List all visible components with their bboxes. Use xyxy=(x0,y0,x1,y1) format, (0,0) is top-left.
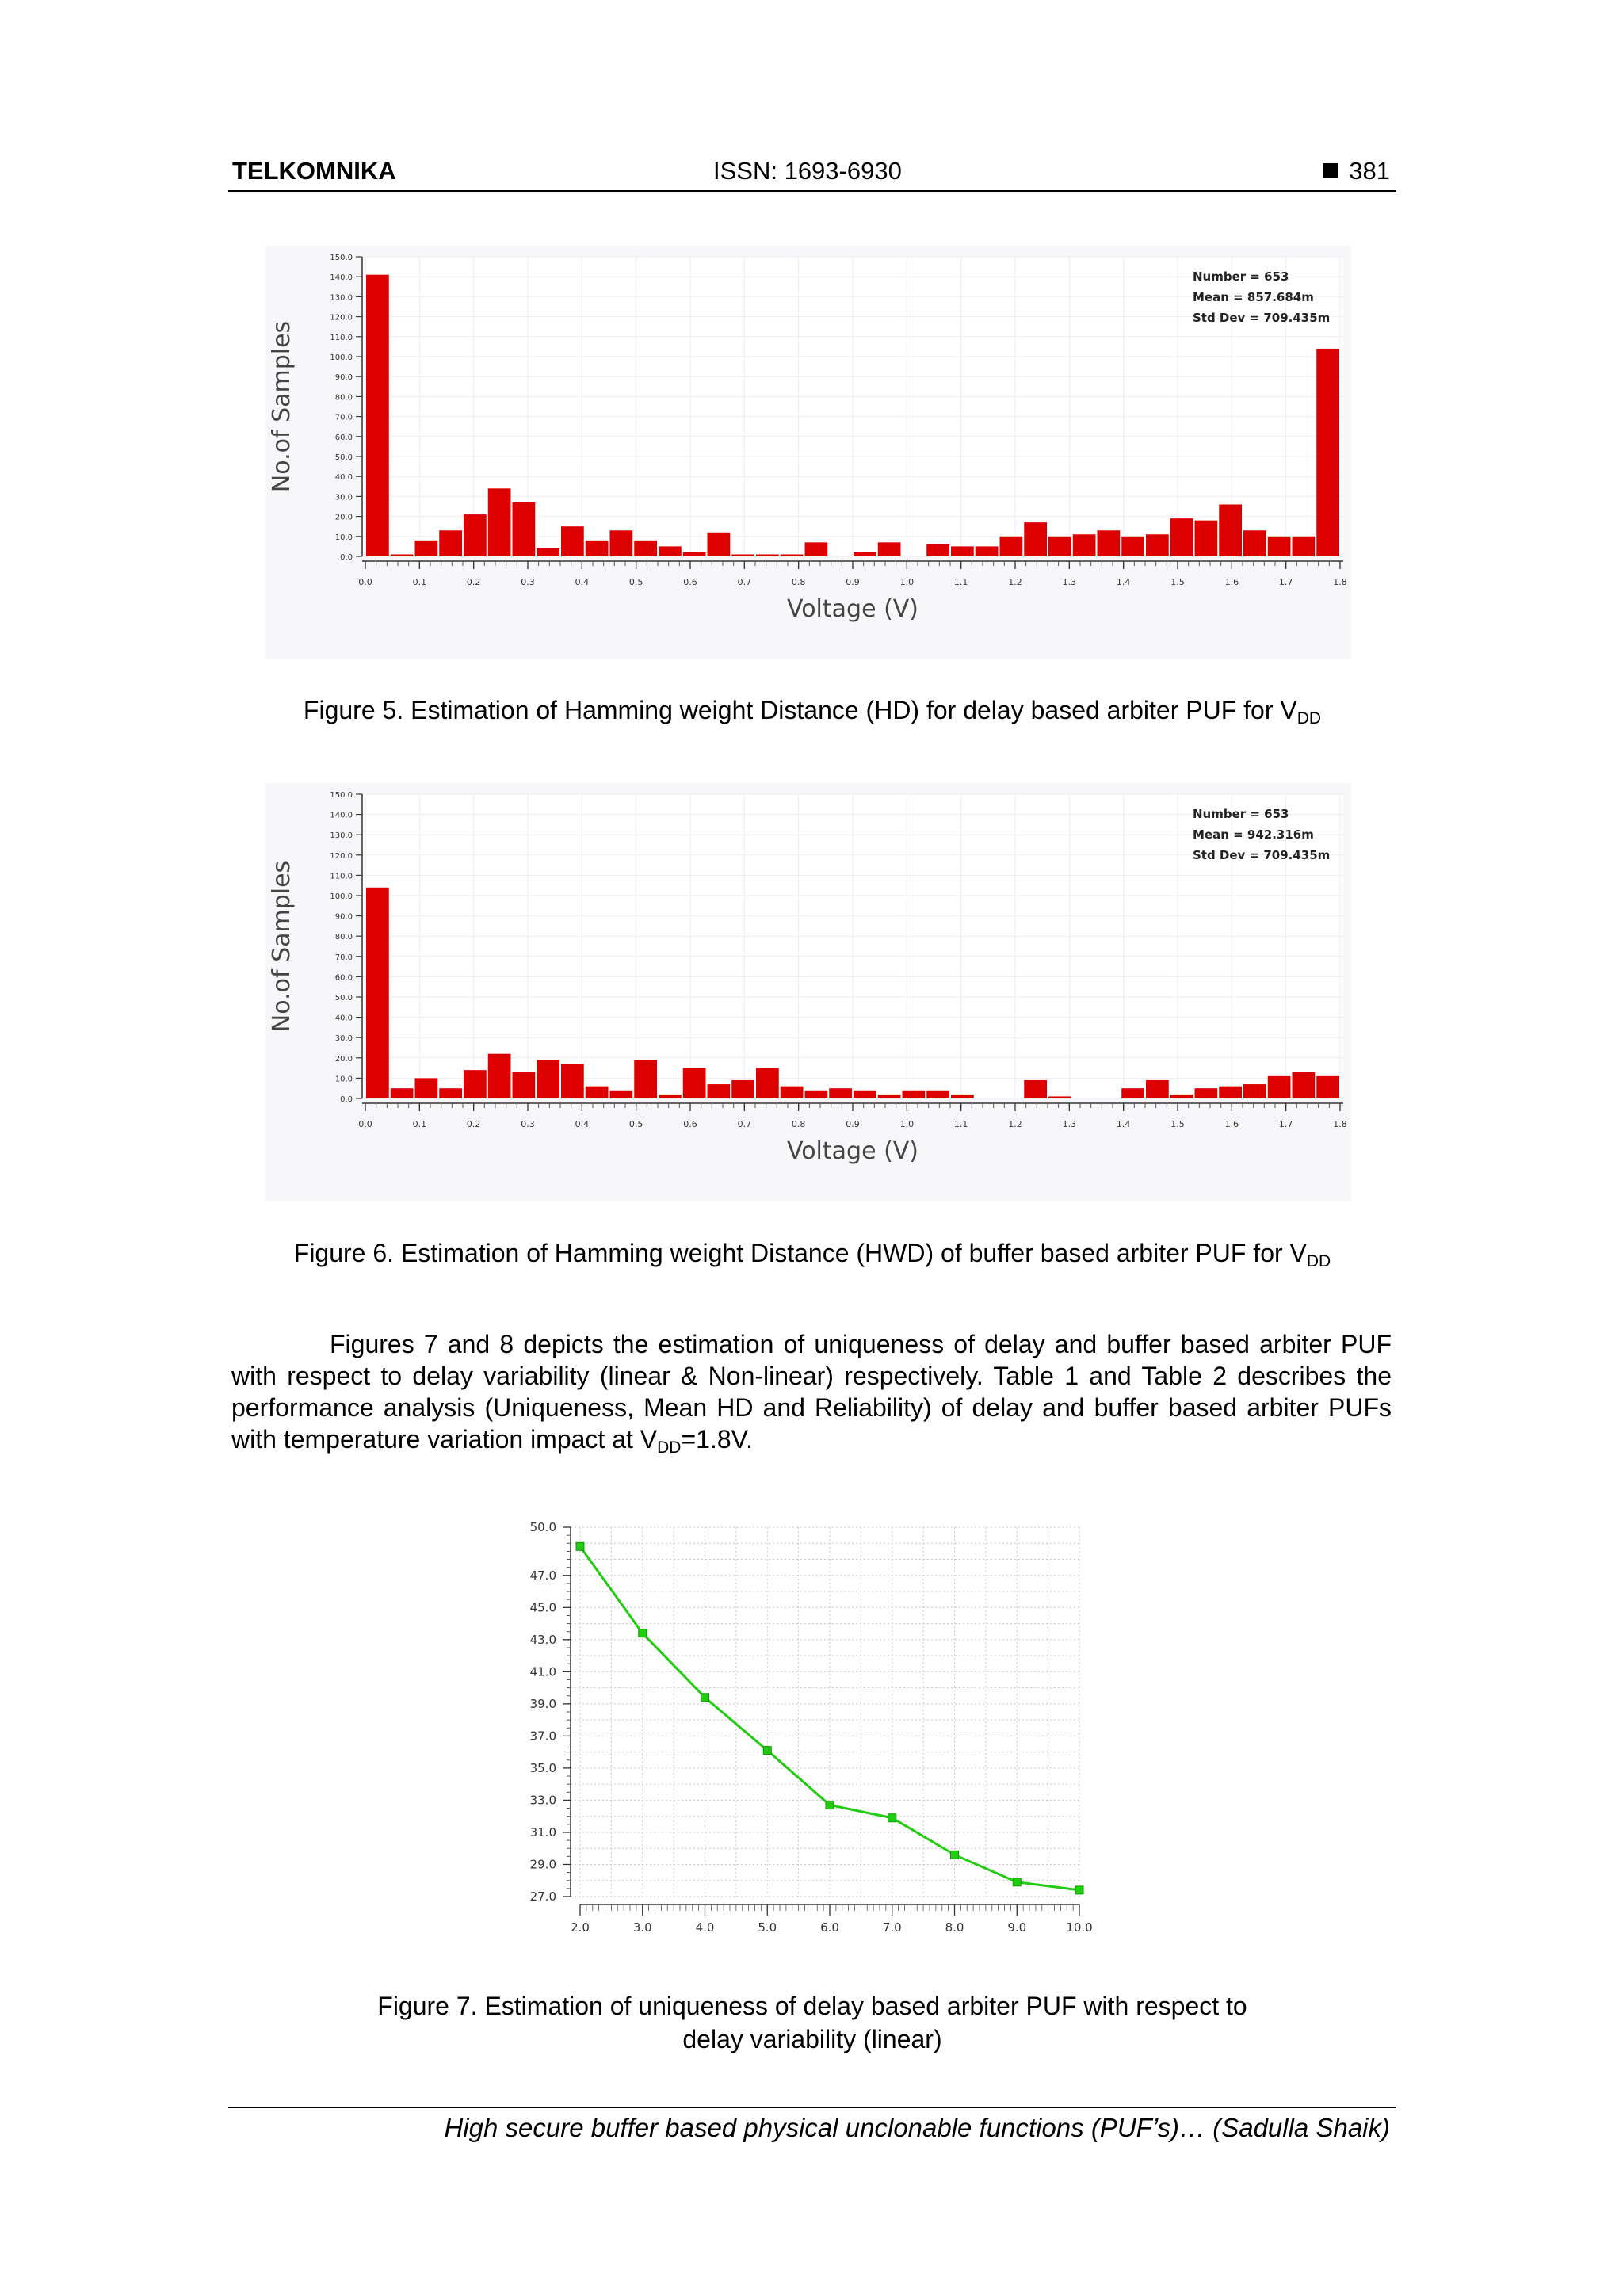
fig5-bar xyxy=(634,541,657,556)
fig5-bar xyxy=(1121,537,1144,556)
fig6-x-tick-label: 1.2 xyxy=(1008,1119,1022,1129)
fig6-x-tick-label: 1.1 xyxy=(953,1119,968,1129)
fig7-y-tick-label: 35.0 xyxy=(529,1760,556,1775)
fig5-x-tick-label: 1.8 xyxy=(1333,577,1347,587)
fig7-data-point xyxy=(639,1629,647,1637)
fig5-bar xyxy=(439,530,462,556)
fig5-bar xyxy=(1243,530,1266,556)
fig5-bar xyxy=(537,548,559,556)
figure7-chart xyxy=(499,1508,1117,1960)
fig5-bar xyxy=(464,514,487,556)
fig6-y-tick-label: 10.0 xyxy=(334,1075,353,1084)
fig6-x-tick-label: 0.7 xyxy=(737,1119,752,1129)
fig5-x-tick-label: 0.3 xyxy=(521,577,535,587)
fig6-y-tick-label: 20.0 xyxy=(334,1054,353,1064)
fig5-y-tick-label: 60.0 xyxy=(334,433,353,442)
fig6-x-tick-label: 1.6 xyxy=(1224,1119,1239,1129)
fig5-x-tick-label: 0.8 xyxy=(791,577,806,587)
fig5-bar xyxy=(415,541,438,556)
fig5-y-tick-label: 0.0 xyxy=(340,553,353,562)
fig7-x-tick-label: 3.0 xyxy=(632,1920,652,1935)
fig6-bar xyxy=(610,1091,633,1098)
fig5-y-tick-label: 40.0 xyxy=(334,473,353,483)
fig7-data-point xyxy=(701,1694,709,1702)
fig5-y-tick-label: 70.0 xyxy=(334,413,353,422)
fig5-bar xyxy=(659,546,682,556)
fig6-stats-line: Number = 653 xyxy=(1193,807,1289,821)
fig6-bar xyxy=(926,1091,949,1098)
fig6-bar xyxy=(1024,1080,1047,1098)
fig6-bar xyxy=(537,1060,559,1098)
fig5-bar xyxy=(1268,537,1291,556)
fig6-x-axis-label: Voltage (V) xyxy=(787,1137,918,1165)
fig6-y-tick-label: 130.0 xyxy=(330,831,353,841)
fig6-bar xyxy=(854,1091,876,1098)
fig6-bar xyxy=(829,1088,852,1098)
fig6-bar xyxy=(1268,1076,1291,1098)
fig6-bar xyxy=(513,1072,536,1098)
fig6-bar xyxy=(903,1091,926,1098)
fig6-y-tick-label: 60.0 xyxy=(334,973,353,983)
fig5-bar xyxy=(731,554,754,556)
issn: ISSN: 1693-6930 xyxy=(713,157,902,185)
fig5-stats-line: Mean = 857.684m xyxy=(1193,290,1314,304)
fig5-bar xyxy=(366,275,389,556)
fig6-bar xyxy=(781,1087,804,1098)
fig6-bar xyxy=(1170,1095,1193,1098)
page-header xyxy=(228,155,1396,192)
figure5-caption-subscript: DD xyxy=(1296,709,1322,728)
fig6-bar xyxy=(634,1060,657,1098)
fig7-x-tick-label: 5.0 xyxy=(758,1920,777,1935)
figure5-chart xyxy=(265,246,1351,659)
fig6-x-tick-label: 1.8 xyxy=(1333,1119,1347,1129)
fig7-y-tick-label: 33.0 xyxy=(529,1793,556,1808)
fig6-bar xyxy=(878,1095,901,1098)
fig6-x-tick-label: 0.2 xyxy=(466,1119,481,1129)
fig6-x-tick-label: 0.5 xyxy=(628,1119,643,1129)
fig6-bar xyxy=(1048,1096,1071,1098)
fig5-bar xyxy=(1098,530,1121,556)
figure6-caption xyxy=(228,1236,1396,1270)
fig7-y-tick-label: 31.0 xyxy=(529,1824,556,1839)
fig5-x-tick-label: 0.6 xyxy=(683,577,697,587)
fig5-bar xyxy=(683,552,706,556)
fig7-data-point xyxy=(1075,1886,1083,1894)
fig6-x-tick-label: 1.3 xyxy=(1062,1119,1077,1129)
fig6-bar xyxy=(1195,1088,1218,1098)
fig5-stats-line: Number = 653 xyxy=(1193,269,1289,284)
fig6-bar xyxy=(659,1095,682,1098)
figure7-caption-line1: Figure 7. Estimation of uniqueness of delay based arbiter PUF with respect to xyxy=(377,1992,1247,2020)
fig6-y-tick-label: 50.0 xyxy=(334,994,353,1003)
fig5-y-tick-label: 150.0 xyxy=(330,254,353,262)
fig5-y-tick-label: 140.0 xyxy=(330,273,353,283)
body-paragraph xyxy=(231,1328,1392,1455)
fig5-y-tick-label: 110.0 xyxy=(330,333,353,342)
figure5-caption xyxy=(228,693,1396,727)
fig5-x-tick-label: 0.2 xyxy=(466,577,481,587)
fig6-bar xyxy=(366,888,389,1098)
fig7-y-tick-label: 39.0 xyxy=(529,1696,556,1711)
fig6-bar xyxy=(683,1068,706,1098)
fig7-y-tick-label: 47.0 xyxy=(529,1568,556,1583)
fig7-x-tick-label: 8.0 xyxy=(945,1920,964,1935)
fig5-bar xyxy=(391,554,414,556)
fig5-bar xyxy=(610,530,633,556)
fig5-bar xyxy=(513,502,536,556)
figure7-caption-line2: delay variability (linear) xyxy=(682,2025,942,2053)
fig5-bar xyxy=(1316,349,1339,556)
fig6-bar xyxy=(1121,1088,1144,1098)
fig7-data-point xyxy=(1013,1878,1021,1886)
fig6-stats-line: Mean = 942.316m xyxy=(1193,827,1314,842)
fig6-y-tick-label: 100.0 xyxy=(330,892,353,901)
fig6-x-tick-label: 0.1 xyxy=(412,1119,427,1129)
fig5-bar xyxy=(1219,504,1242,556)
fig5-x-tick-label: 0.4 xyxy=(575,577,590,587)
fig6-bar xyxy=(1243,1084,1266,1098)
fig5-x-tick-label: 1.7 xyxy=(1278,577,1293,587)
fig6-x-tick-label: 0.9 xyxy=(846,1119,860,1129)
fig7-y-tick-label: 27.0 xyxy=(529,1889,556,1904)
fig5-bar xyxy=(1146,534,1169,556)
fig6-bar xyxy=(464,1070,487,1098)
fig5-y-tick-label: 30.0 xyxy=(334,493,353,502)
fig5-y-tick-label: 130.0 xyxy=(330,293,353,303)
fig5-y-tick-label: 100.0 xyxy=(330,353,353,362)
fig6-bar xyxy=(1219,1087,1242,1098)
fig7-y-tick-label: 37.0 xyxy=(529,1729,556,1744)
fig7-x-tick-label: 2.0 xyxy=(571,1920,590,1935)
fig5-y-tick-label: 90.0 xyxy=(334,373,353,383)
fig6-y-tick-label: 120.0 xyxy=(330,851,353,861)
fig6-y-tick-label: 30.0 xyxy=(334,1034,353,1044)
fig6-bar xyxy=(708,1084,731,1098)
fig6-y-tick-label: 70.0 xyxy=(334,953,353,962)
fig6-bar xyxy=(391,1088,414,1098)
fig6-bar xyxy=(415,1078,438,1098)
fig7-x-tick-label: 10.0 xyxy=(1066,1920,1093,1935)
fig5-bar xyxy=(976,546,999,556)
fig6-bar xyxy=(1293,1072,1316,1098)
figure5-caption-text: Figure 5. Estimation of Hamming weight Distance (HD) for delay based arbiter PUF for V xyxy=(303,696,1297,724)
fig5-bar xyxy=(586,541,609,556)
fig5-bar xyxy=(756,554,779,556)
fig6-bar xyxy=(561,1064,584,1098)
fig6-stats-line: Std Dev = 709.435m xyxy=(1193,848,1331,862)
fig5-y-tick-label: 10.0 xyxy=(334,533,353,542)
fig5-y-tick-label: 120.0 xyxy=(330,313,353,323)
fig5-bar xyxy=(1073,534,1096,556)
paragraph-text-end: =1.8V. xyxy=(681,1425,753,1454)
fig5-bar xyxy=(951,546,974,556)
fig6-y-tick-label: 140.0 xyxy=(330,811,353,820)
fig5-y-tick-label: 20.0 xyxy=(334,513,353,522)
fig7-data-point xyxy=(951,1851,959,1859)
fig7-x-tick-label: 4.0 xyxy=(695,1920,715,1935)
fig5-bar xyxy=(926,544,949,556)
fig5-bar xyxy=(1048,537,1071,556)
fig5-x-tick-label: 1.1 xyxy=(953,577,968,587)
fig6-x-tick-label: 1.4 xyxy=(1116,1119,1131,1129)
fig6-x-tick-label: 0.6 xyxy=(683,1119,697,1129)
fig7-data-point xyxy=(576,1542,584,1550)
figure6-caption-text: Figure 6. Estimation of Hamming weight Distance (HWD) of buffer based arbiter PUF for V xyxy=(293,1239,1307,1267)
fig6-y-axis-label: No.of Samples xyxy=(268,860,296,1033)
fig5-x-tick-label: 1.0 xyxy=(899,577,915,587)
fig7-x-tick-label: 6.0 xyxy=(820,1920,839,1935)
fig6-bar xyxy=(731,1080,754,1098)
figure6-caption-subscript: DD xyxy=(1306,1252,1331,1270)
fig6-y-tick-label: 40.0 xyxy=(334,1014,353,1023)
fig5-bar xyxy=(561,526,584,556)
fig5-bar xyxy=(488,488,511,556)
fig6-y-tick-label: 150.0 xyxy=(330,791,353,800)
fig5-x-tick-label: 1.2 xyxy=(1008,577,1022,587)
fig7-data-point xyxy=(826,1801,834,1809)
figure7-caption xyxy=(228,1989,1396,2056)
fig5-x-tick-label: 0.1 xyxy=(412,577,427,587)
figure6-histogram xyxy=(265,783,1351,1201)
fig5-bar xyxy=(854,552,876,556)
fig5-y-tick-label: 80.0 xyxy=(334,393,353,403)
fig7-y-tick-label: 41.0 xyxy=(529,1664,556,1679)
fig6-bar xyxy=(439,1088,462,1098)
fig5-bar xyxy=(805,542,828,556)
fig6-y-tick-label: 80.0 xyxy=(334,933,353,942)
fig5-x-axis-label: Voltage (V) xyxy=(787,595,918,623)
fig6-bar xyxy=(756,1068,779,1098)
page-number: 381 xyxy=(1349,157,1390,185)
fig7-data-point xyxy=(888,1814,896,1822)
fig6-x-tick-label: 0.0 xyxy=(358,1119,372,1129)
fig6-bar xyxy=(1146,1080,1169,1098)
fig6-x-tick-label: 1.5 xyxy=(1170,1119,1185,1129)
fig5-bar xyxy=(1293,537,1316,556)
fig5-bar xyxy=(1195,521,1218,556)
fig7-y-tick-label: 29.0 xyxy=(529,1857,556,1872)
fig6-y-tick-label: 90.0 xyxy=(334,912,353,922)
fig6-bar xyxy=(1316,1076,1339,1098)
fig7-y-tick-label: 45.0 xyxy=(529,1600,556,1615)
fig7-y-tick-label: 50.0 xyxy=(529,1520,556,1534)
fig5-bar xyxy=(708,533,731,556)
fig5-y-tick-label: 50.0 xyxy=(334,453,353,462)
fig5-y-axis-label: No.of Samples xyxy=(268,320,296,493)
page-footer xyxy=(228,2107,1396,2142)
figure5-histogram xyxy=(265,246,1351,659)
fig6-bar xyxy=(488,1054,511,1098)
fig5-bar xyxy=(1000,537,1023,556)
fig5-bar xyxy=(1024,522,1047,556)
fig5-bar xyxy=(878,542,901,556)
fig5-x-tick-label: 0.0 xyxy=(358,577,372,587)
fig5-x-tick-label: 0.5 xyxy=(628,577,643,587)
page-number-block xyxy=(1323,157,1390,185)
fig6-x-tick-label: 0.3 xyxy=(521,1119,535,1129)
figure7-line-chart xyxy=(499,1508,1117,1960)
fig5-stats-line: Std Dev = 709.435m xyxy=(1193,311,1331,325)
fig6-y-tick-label: 110.0 xyxy=(330,872,353,881)
paragraph-text: Figures 7 and 8 depicts the estimation of uniqueness of delay and buffer based arbiter PUF with respect to delay variability (linear & Non-linear) respectively. Table 1 and Table 2 describes the performance analysis (Uniqueness, Mean HD and Reliability) of delay and buffer based arbiter PUFs with temperature variation impact at V xyxy=(231,1330,1392,1454)
fig5-x-tick-label: 1.4 xyxy=(1116,577,1131,587)
fig6-bar xyxy=(805,1091,828,1098)
fig5-bar xyxy=(781,554,804,556)
fig5-x-tick-label: 0.7 xyxy=(737,577,752,587)
paragraph-subscript: DD xyxy=(657,1438,682,1457)
fig6-y-tick-label: 0.0 xyxy=(340,1095,353,1104)
fig5-x-tick-label: 1.5 xyxy=(1170,577,1185,587)
figure6-chart xyxy=(265,783,1351,1201)
running-title: High secure buffer based physical unclonable functions (PUF’s)… (Sadulla Shaik) xyxy=(444,2113,1390,2142)
fig7-x-tick-label: 7.0 xyxy=(882,1920,902,1935)
fig6-x-tick-label: 0.4 xyxy=(575,1119,590,1129)
fig6-x-tick-label: 1.0 xyxy=(899,1119,915,1129)
journal-name: TELKOMNIKA xyxy=(232,157,396,185)
fig6-x-tick-label: 1.7 xyxy=(1278,1119,1293,1129)
fig5-x-tick-label: 1.6 xyxy=(1224,577,1239,587)
fig6-x-tick-label: 0.8 xyxy=(791,1119,806,1129)
fig5-x-tick-label: 0.9 xyxy=(846,577,860,587)
fig7-x-tick-label: 9.0 xyxy=(1007,1920,1027,1935)
fig5-x-tick-label: 1.3 xyxy=(1062,577,1077,587)
fig5-bar xyxy=(1170,518,1193,556)
fig7-y-tick-label: 43.0 xyxy=(529,1632,556,1647)
square-bullet-icon xyxy=(1323,163,1338,178)
fig6-bar xyxy=(951,1095,974,1098)
fig6-bar xyxy=(586,1087,609,1098)
fig7-data-point xyxy=(763,1747,771,1755)
